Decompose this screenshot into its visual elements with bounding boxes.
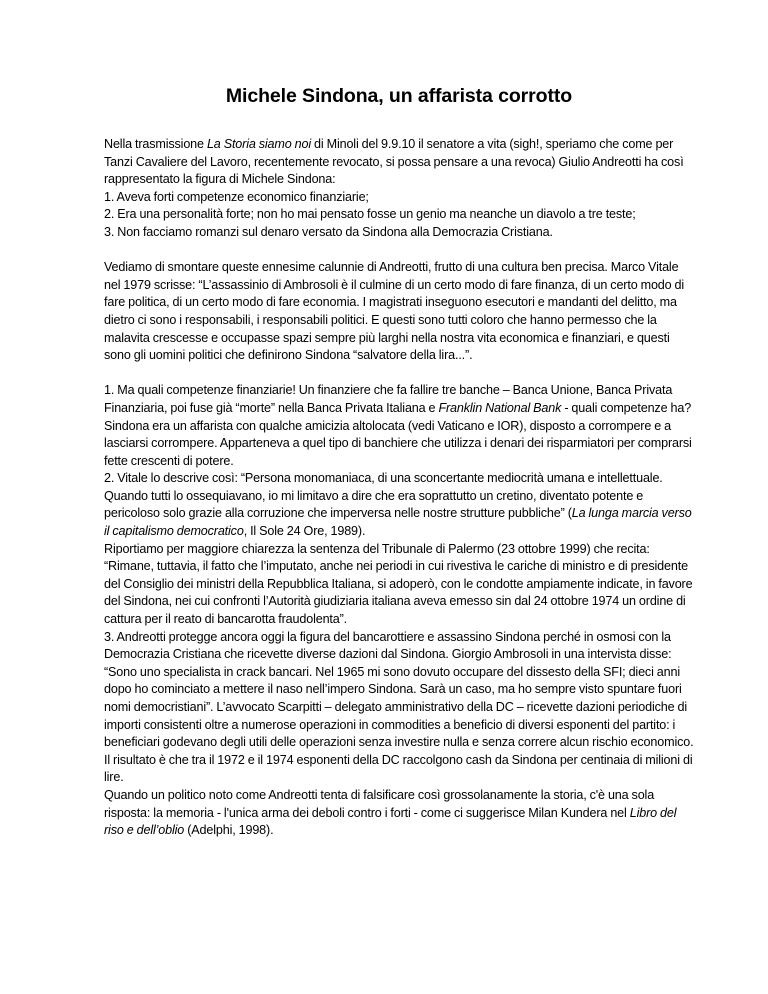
closing-text-a: Quando un politico noto come Andreotti tenta di falsificare così grossolanamente la storia, c'è una sola risposta: la memoria - l'unica arma dei deboli contro i forti - come ci suggerisce Milan Kundera nel — [104, 787, 655, 820]
intro-paragraph — [104, 136, 694, 242]
intro-text-a: Nella trasmissione — [104, 137, 207, 151]
section-1-text-a: 1. Ma quali competenze finanziarie! Un finanziere che fa fallire tre banche – Banca Unione, Banca Privata Finanziaria, poi fuse già “morte” nella Banca Privata Italiana e — [104, 383, 673, 415]
vitale-paragraph: Vediamo di smontare queste ennesime calunnie di Andreotti, frutto di una cultura ben precisa. Marco Vitale nel 1979 scrisse: “L’assassinio di Ambrosoli è il culmine di un certo modo di fare finanza, di un certo modo di fare politica, di un certo modo di fare economia. I magistrati inseguono esecutori e mandanti del delitto, ma dietro ci sono i responsabili, i responsabili politici. E questi sono tutti coloro che hanno permesso che la malavita crescesse e occupasse spazi sempre più larghi nella nostra vita economica e finanziari, e questi sono gli uomini politici che definirono Sindona “salvatore della lira...”. — [104, 260, 685, 363]
closing-paragraph — [104, 787, 694, 840]
show-title: La Storia siamo noi — [206, 137, 311, 151]
document-page — [104, 82, 694, 840]
intro-list-item: 3. Non facciamo romanzi sul denaro versato da Sindona alla Democrazia Cristiana. — [104, 224, 553, 239]
section-1-text-b: - quali competenze ha? Sindona era un affarista con qualche amicizia altolocata (vedi Vaticano e IOR), disposto a corrompere e a lasciarsi corrompere. Apparteneva a quel tipo di banchiere che utilizza i denari dei risparmiatori per comprarsi fette crescenti di potere. — [104, 400, 692, 468]
intro-list-item: 2. Era una personalità forte; non ho mai pensato fosse un genio ma neanche un diavolo a tre teste; — [104, 207, 636, 222]
section-2-text-a: 2. Vitale lo descrive così: “Persona monomaniaca, di una sconcertante mediocrità umana e intellettuale. Quando tutti lo ossequiavano, io mi limitavo a dire che era soprattutto un cretino, diventato potente e pericoloso solo grazie alla corruzione che imperversa nelle nostre strutture pubbliche” ( — [104, 471, 663, 521]
kundera-book-title: Libro del riso e dell’oblio — [104, 805, 677, 838]
sentence-paragraph: Riportiamo per maggiore chiarezza la sentenza del Tribunale di Palermo (23 ottobre 1999) che recita: “Rimane, tuttavia, il fatto che l’imputato, anche nei periodi in cui rivestiva le cariche di ministro e di presidente del Consiglio dei ministri della Repubblica Italiana, si adoperò, con le condotte ampiamente indicate, in favore del Sindona, nei cui confronti l’Autorità giudiziaria italiana aveva emesso sin dal 24 ottobre 1974 un ordine di cattura per il reato di bancarotta fraudolenta”. — [104, 541, 693, 627]
section-3-paragraph: 3. Andreotti protegge ancora oggi la figura del bancarottiere e assassino Sindona perché in osmosi con la Democrazia Cristiana che ricevette diverse dazioni dal Sindona. Giorgio Ambrosoli in una intervista disse: “Sono uno specialista in crack bancari. Nel 1965 mi sono dovuto occupare del dissesto della SFI; dieci anni dopo ho cominciato a mettere il naso nell’impero Sindona. Sarà un caso, ma ho sempre visto spuntare fuori nomi democristiani”. L’avvocato Scarpitti – delegato amministrativo della DC – ricevette dazioni periodiche di importi consistenti oltre a numerose operazioni in commodities a beneficio di diversi esponenti del partito: i beneficiari godevano degli utili delle operazioni senza investire nulla e senza correre alcun rischio economico. Il risultato è che tra il 1972 e il 1974 esponenti della DC raccolgono cash da Sindona per centinaia di milioni di lire. — [104, 629, 694, 785]
section-2-paragraph — [104, 470, 694, 540]
section-2-text-b: , Il Sole 24 Ore, 1989). — [243, 524, 366, 539]
book-title: La lunga marcia verso il capitalismo democratico — [104, 506, 692, 539]
intro-list-item: 1. Aveva forti competenze economico finanziarie; — [104, 189, 369, 204]
closing-text-b: (Adelphi, 1998). — [184, 823, 274, 838]
page-title: Michele Sindona, un affarista corrotto — [225, 85, 573, 107]
paragraph-spacer — [104, 365, 694, 383]
intro-text-b: di Minoli del 9.9.10 il senatore a vita (sigh!, speriamo che come per Tanzi Cavaliere del Lavoro, recentemente revocato, si possa pensare a una revoca) Giulio Andreotti ha così rappresentato la figura di Michele Sindona: — [104, 137, 684, 187]
paragraph-spacer — [104, 242, 694, 260]
bank-name: Franklin National Bank — [438, 400, 562, 415]
section-1-paragraph — [104, 382, 694, 470]
